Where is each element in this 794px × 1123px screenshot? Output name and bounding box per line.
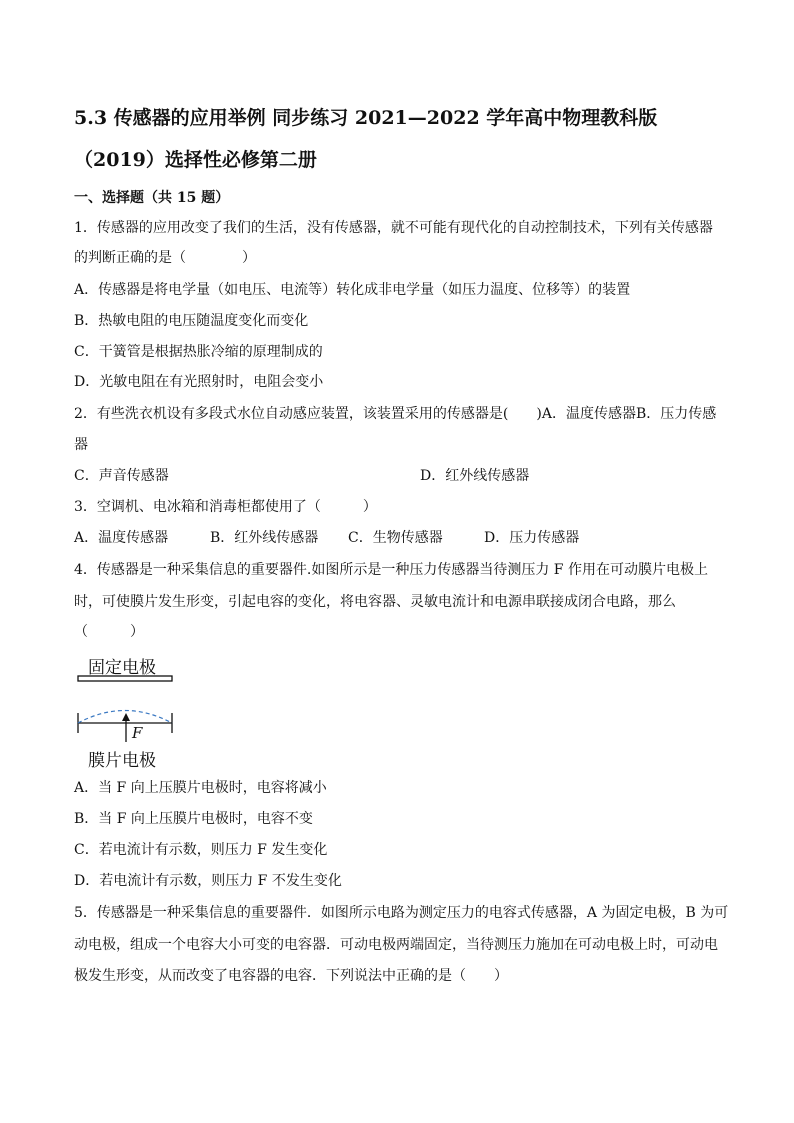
pressure-sensor-diagram [70,650,200,770]
q1-stem-line-1: 1．传感器的应用改变了我们的生活，没有传感器，就不可能有现代化的自动控制技术，下列有关传感器 [74,220,713,236]
fixed-electrode-plate [78,676,172,681]
q1-stem-line-2: 的判断正确的是（ ） [74,250,256,266]
q1-option-b: B．热敏电阻的电压随温度变化而变化 [74,313,309,329]
q3-option-a: A．温度传感器 [74,530,169,546]
q4-option-c: C．若电流计有示数，则压力 F 发生变化 [74,842,328,858]
force-arrow-head [122,713,130,721]
q5-stem-line-2: 动电极，组成一个电容大小可变的电容器．可动电极两端固定，当待测压力施加在可动电极上时，可动电 [74,937,718,953]
section-heading: 一、选择题（共 15 题） [74,190,230,206]
q4-stem-line-1: 4．传感器是一种采集信息的重要器件.如图所示是一种压力传感器当待测压力 F 作用在可动膜片电极上 [74,562,708,578]
q3-stem: 3．空调机、电冰箱和消毒柜都使用了（ ） [74,499,377,515]
q2-stem-line-2: 器 [74,437,88,453]
q3-option-b: B．红外线传感器 [210,530,319,546]
q2-option-d: D．红外线传感器 [420,468,530,484]
q3-option-c: C．生物传感器 [348,530,443,546]
q2-option-c: C．声音传感器 [74,468,169,484]
q4-stem-line-2: 时，可使膜片发生形变，引起电容的变化，将电容器、灵敏电流计和电源串联接成闭合电路，那么 [74,594,676,610]
document-title-line-1: 5.3 传感器的应用举例 同步练习 2021—2022 学年高中物理教科版 [74,107,658,129]
diaphragm-electrode-label: 膜片电极 [88,751,156,771]
q1-option-d: D．光敏电阻在有光照射时，电阻会变小 [74,374,324,390]
q4-option-a: A．当 F 向上压膜片电极时，电容将减小 [74,780,327,796]
q2-stem-line-1: 2．有些洗衣机设有多段式水位自动感应装置，该装置采用的传感器是( )A．温度传感器B．压力传感 [74,406,717,422]
q4-option-d: D．若电流计有示数，则压力 F 不发生变化 [74,873,342,889]
document-title-line-2: （2019）选择性必修第二册 [74,149,317,171]
q3-option-d: D．压力传感器 [484,530,580,546]
q4-option-b: B．当 F 向上压膜片电极时，电容不变 [74,811,313,827]
fixed-electrode-label: 固定电极 [88,658,156,678]
q1-option-c: C．干簧管是根据热胀冷缩的原理制成的 [74,344,323,360]
q4-stem-line-3: （ ） [74,624,144,640]
q5-stem-line-1: 5．传感器是一种采集信息的重要器件．如图所示电路为测定压力的电容式传感器，A 为固定电极，B 为可 [74,905,729,921]
q1-option-a: A．传感器是将电学量（如电压、电流等）转化成非电学量（如压力温度、位移等）的装置 [74,282,631,298]
q2-options-row [74,466,724,486]
force-label: F [132,724,143,742]
q5-stem-line-3: 极发生形变，从而改变了电容器的电容．下列说法中正确的是（ ） [74,968,508,984]
